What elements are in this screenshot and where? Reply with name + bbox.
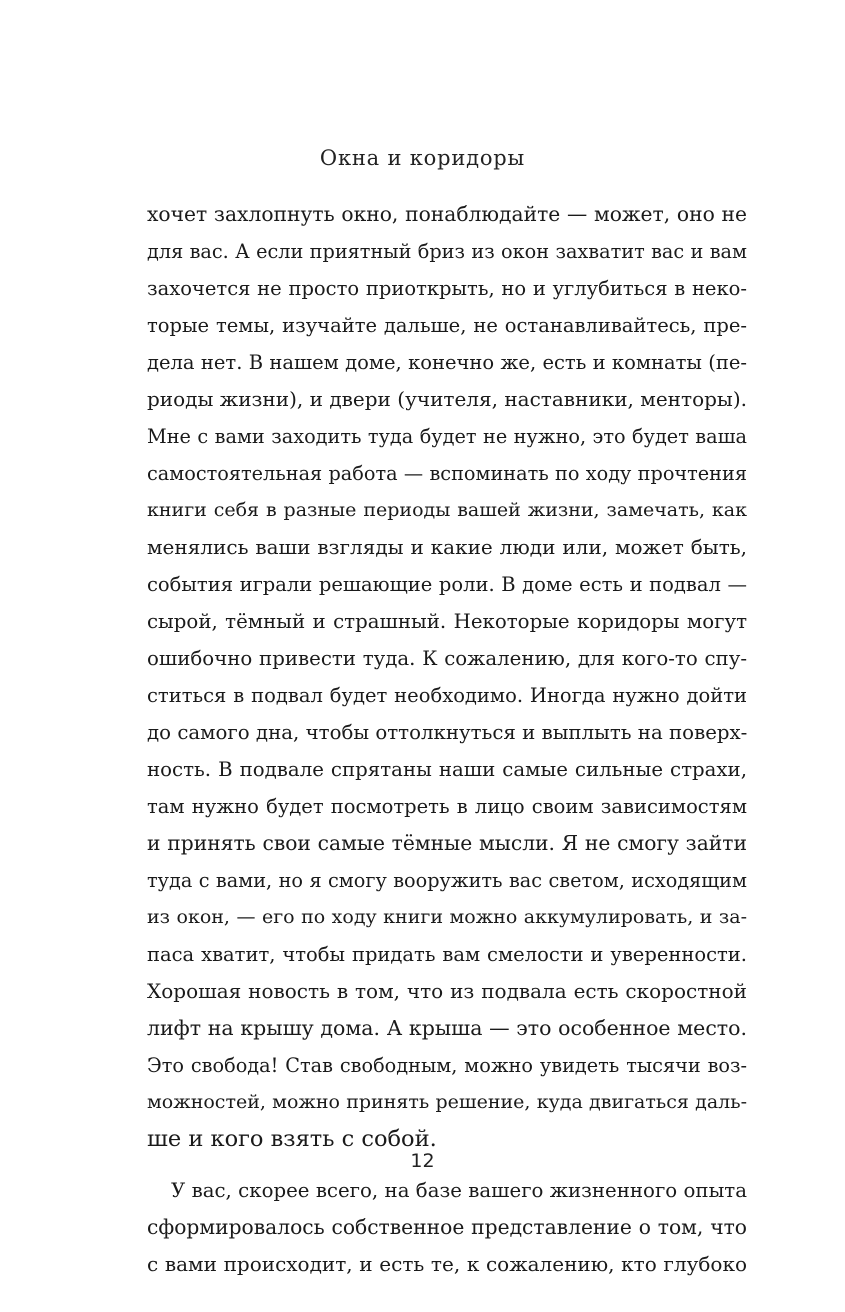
text-line: из окон, — его по ходу книги можно аккумулировать, и за-: [147, 906, 747, 928]
text-line: ше и кого взять с собой.: [147, 1126, 437, 1152]
body-text: [147, 196, 747, 1283]
text-line: захочется не просто приоткрыть, но и углубиться в неко-: [147, 277, 747, 300]
text-line: туда с вами, но я смогу вооружить вас светом, исходящим: [147, 869, 747, 892]
page-number: 12: [410, 1150, 435, 1172]
text-line: ститься в подвал будет необходимо. Иногда нужно дойти: [147, 684, 747, 707]
text-line: можностей, можно принять решение, куда двигаться даль-: [147, 1091, 747, 1113]
text-line: самостоятельная работа — вспоминать по ходу прочтения: [147, 462, 747, 485]
text-line: ошибочно привести туда. К сожалению, для кого-то спу-: [147, 647, 747, 670]
text-line: для вас. А если приятный бриз из окон захватит вас и вам: [147, 240, 747, 263]
text-line: книги себя в разные периоды вашей жизни, замечать, как: [147, 499, 747, 521]
text-line: дела нет. В нашем доме, конечно же, есть и комнаты (пе-: [147, 351, 747, 374]
text-line: и принять свои самые тёмные мысли. Я не смогу зайти: [147, 831, 747, 855]
text-line: с вами происходит, и есть те, к сожалению, кто глубоко: [147, 1252, 747, 1276]
text-line: риоды жизни), и двери (учителя, наставники, менторы).: [147, 387, 747, 411]
text-line: Это свобода! Став свободным, можно увидеть тысячи воз-: [147, 1054, 747, 1077]
text-line: Мне с вами заходить туда будет не нужно, это будет ваша: [147, 425, 747, 448]
text-line: торые темы, изучайте дальше, не останавливайтесь, пре-: [147, 314, 747, 337]
text-line: лифт на крышу дома. А крыша — это особенное место.: [147, 1016, 747, 1040]
text-line: сырой, тёмный и страшный. Некоторые коридоры могут: [147, 610, 747, 633]
text-line: Хорошая новость в том, что из подвала есть скоростной: [147, 979, 747, 1003]
paragraph: [147, 1172, 747, 1283]
text-line: там нужно будет посмотреть в лицо своим зависимостям: [147, 795, 747, 818]
text-line: сформировалось собственное представление о том, что: [147, 1215, 747, 1239]
text-line: ность. В подвале спрятаны наши самые сильные страхи,: [147, 758, 747, 781]
text-line: У вас, скорее всего, на базе вашего жизненного опыта: [171, 1179, 747, 1202]
text-line: хочет захлопнуть окно, понаблюдайте — может, оно не: [147, 202, 747, 226]
text-line: события играли решающие роли. В доме есть и подвал —: [147, 573, 747, 596]
paragraph: [147, 196, 747, 1158]
running-head: Окна и коридоры: [319, 146, 526, 170]
text-line: менялись ваши взгляды и какие люди или, может быть,: [147, 535, 747, 559]
text-line: до самого дна, чтобы оттолкнуться и выплыть на поверх-: [147, 721, 747, 744]
text-line: паса хватит, чтобы придать вам смелости и уверенности.: [147, 943, 747, 966]
